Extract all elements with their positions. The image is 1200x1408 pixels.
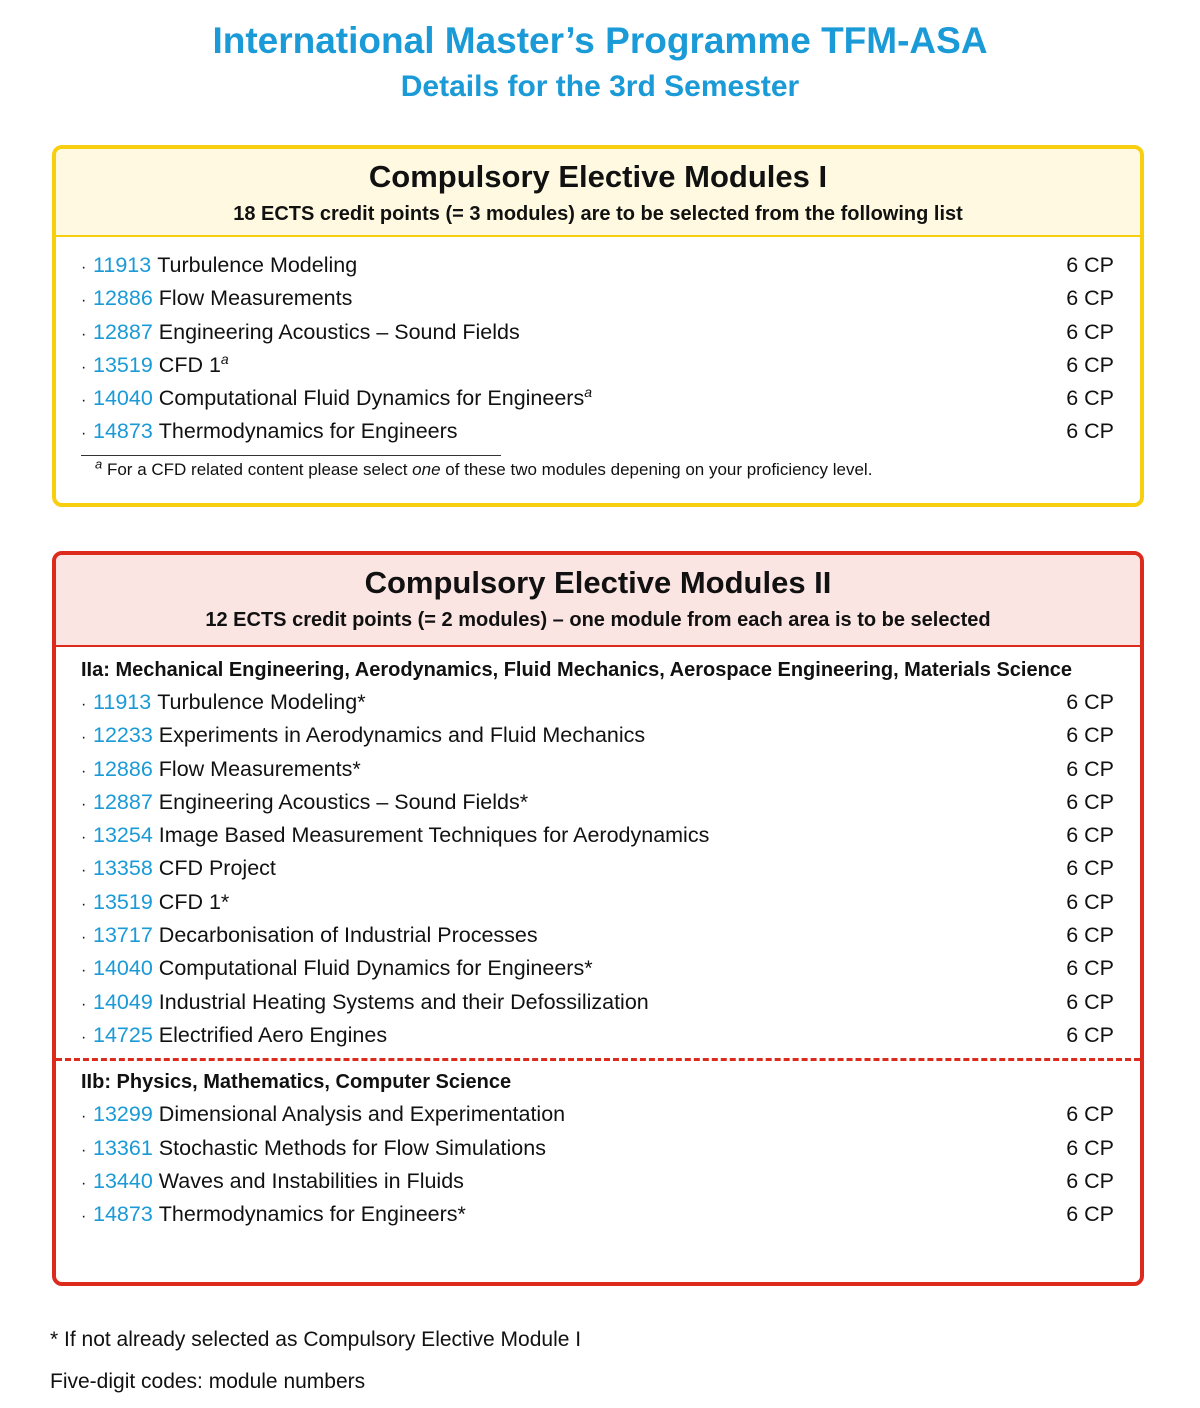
footnote-emphasis: one: [412, 459, 441, 479]
credit-points: 6 CP: [1066, 690, 1114, 714]
module-name: Electrified Aero Engines: [158, 1022, 388, 1047]
area-title-iib: IIb: Physics, Mathematics, Computer Science: [81, 1071, 512, 1094]
module-name-cell: [159, 919, 1066, 952]
credit-points: 6 CP: [1066, 1102, 1114, 1127]
credit-points: 6 CP: [1066, 989, 1114, 1014]
module-code: 14040: [93, 386, 153, 411]
bullet-icon: ·: [81, 1174, 87, 1192]
module-item: [81, 1198, 1114, 1231]
codes-note: Five-digit codes: module numbers: [50, 1370, 366, 1393]
module-name-cell: [159, 1098, 1066, 1131]
module-name: Industrial Heating Systems and their Defossilization: [158, 989, 649, 1014]
module-code: 13717: [93, 923, 153, 948]
module-code: 12886: [93, 756, 153, 781]
module-name-cell: [159, 282, 1066, 315]
module-item: [81, 1098, 1114, 1131]
module-name-cell: [159, 415, 1066, 448]
module-name-cell: [159, 1165, 1066, 1198]
bullet-icon: ·: [81, 1108, 87, 1126]
bullet-icon: ·: [81, 292, 87, 310]
module-name-cell: [159, 1132, 1066, 1165]
bullet-icon: ·: [81, 729, 87, 747]
module-code: 11913: [93, 690, 152, 714]
module-name-cell: [159, 349, 1066, 382]
module-code: 12887: [93, 789, 153, 814]
module-item: [81, 249, 1114, 282]
module-code: 13519: [93, 352, 153, 377]
credit-points: 6 CP: [1066, 956, 1114, 981]
footnote-marker: a: [220, 350, 229, 367]
module-code: 14725: [93, 1022, 153, 1047]
module-item: [81, 349, 1114, 382]
credit-points: 6 CP: [1066, 823, 1114, 848]
module-code: 13519: [93, 889, 153, 914]
bullet-icon: ·: [81, 696, 87, 713]
module-name: CFD 1: [158, 352, 221, 377]
module-name-cell: [159, 952, 1066, 985]
module-list-iia: [81, 686, 1114, 1052]
module-name-cell: [159, 1019, 1066, 1052]
module-name-cell: [159, 852, 1066, 885]
module-name-cell: [159, 786, 1066, 819]
module-name: Engineering Acoustics – Sound Fields: [158, 319, 520, 344]
bullet-icon: ·: [81, 325, 87, 343]
module-item: [81, 753, 1114, 786]
module-name: Thermodynamics for Engineers*: [158, 1202, 466, 1227]
module-item: [81, 919, 1114, 952]
bullet-icon: ·: [81, 762, 87, 780]
module-item: [81, 1165, 1114, 1198]
module-name: Decarbonisation of Industrial Processes: [158, 923, 538, 948]
section-title: Compulsory Elective Modules II: [364, 565, 832, 600]
footnote-text-before: For a CFD related content please select: [106, 459, 413, 479]
section-subtitle: 12 ECTS credit points (= 2 modules) – one module from each area is to be selected: [205, 609, 991, 631]
module-name: CFD Project: [158, 856, 276, 881]
bullet-icon: ·: [81, 1028, 87, 1046]
module-item: [81, 719, 1114, 752]
bullet-icon: ·: [81, 829, 87, 847]
module-name-cell: [159, 753, 1066, 786]
module-list: [56, 237, 1140, 480]
module-item: [81, 1019, 1114, 1052]
bullet-icon: ·: [81, 358, 87, 376]
module-name: Waves and Instabilities in Fluids: [158, 1168, 464, 1193]
credit-points: 6 CP: [1066, 723, 1114, 748]
module-code: 14873: [93, 1202, 153, 1227]
bullet-icon: ·: [81, 392, 87, 410]
module-item: [81, 415, 1114, 448]
module-name-cell: [157, 249, 1066, 282]
module-name-cell: [159, 719, 1066, 752]
module-code: 14040: [93, 956, 153, 981]
credit-points: 6 CP: [1066, 923, 1114, 948]
compulsory-elective-modules-2-box: [52, 551, 1144, 1286]
credit-points: 6 CP: [1066, 789, 1114, 814]
module-areas: [56, 647, 1140, 1231]
module-item: [81, 382, 1114, 415]
credit-points: 6 CP: [1066, 856, 1114, 881]
module-name: Image Based Measurement Techniques for Aerodynamics: [158, 823, 710, 848]
module-name-cell: [159, 1198, 1066, 1231]
credit-points: 6 CP: [1066, 1168, 1114, 1193]
footnote: [81, 456, 1114, 480]
module-name: Computational Fluid Dynamics for Engineers*: [158, 956, 593, 981]
module-item: [81, 986, 1114, 1019]
module-item: [81, 886, 1114, 919]
credit-points: 6 CP: [1066, 319, 1114, 344]
bullet-icon: ·: [81, 962, 87, 980]
credit-points: 6 CP: [1066, 889, 1114, 914]
credit-points: 6 CP: [1066, 386, 1114, 411]
section-title: Compulsory Elective Modules I: [368, 159, 828, 194]
module-name: Computational Fluid Dynamics for Engineers: [158, 386, 585, 411]
page-title: International Master’s Programme TFM-ASA: [212, 20, 988, 61]
module-name: Flow Measurements*: [158, 756, 361, 781]
footnote-marker: a: [584, 384, 593, 401]
bullet-icon: ·: [81, 259, 87, 276]
module-item: [81, 819, 1114, 852]
dashed-divider: [56, 1058, 1140, 1061]
module-code: 12886: [93, 286, 153, 311]
bullet-icon: ·: [81, 1141, 87, 1159]
box-header: [56, 555, 1140, 647]
footnote-marker: a: [95, 456, 103, 472]
credit-points: 6 CP: [1066, 1202, 1114, 1227]
module-item: [81, 952, 1114, 985]
module-list-iib: [81, 1098, 1114, 1231]
module-item: [81, 686, 1114, 719]
footnote-rule: [81, 455, 501, 456]
module-name-cell: [159, 316, 1066, 349]
module-code: 13254: [93, 823, 153, 848]
footnote-text-after: of these two modules depening on your proficiency level.: [440, 459, 873, 479]
bullet-icon: ·: [81, 862, 87, 880]
module-name-cell: [159, 819, 1066, 852]
section-subtitle: 18 ECTS credit points (= 3 modules) are to be selected from the following list: [233, 203, 963, 225]
module-name-cell: [157, 686, 1066, 719]
module-name: Stochastic Methods for Flow Simulations: [158, 1135, 546, 1160]
page-subtitle: Details for the 3rd Semester: [400, 70, 800, 103]
module-code: 13358: [93, 856, 153, 881]
credit-points: 6 CP: [1066, 1135, 1114, 1160]
credit-points: 6 CP: [1066, 419, 1114, 444]
module-name: Dimensional Analysis and Experimentation: [158, 1102, 566, 1127]
module-item: [81, 316, 1114, 349]
credit-points: 6 CP: [1066, 756, 1114, 781]
module-item: [81, 852, 1114, 885]
module-name: Turbulence Modeling*: [157, 690, 366, 714]
module-name: Thermodynamics for Engineers: [158, 419, 458, 444]
bullet-icon: ·: [81, 895, 87, 913]
module-name: Experiments in Aerodynamics and Fluid Mechanics: [158, 723, 646, 748]
module-code: 14873: [93, 419, 153, 444]
bullet-icon: ·: [81, 425, 87, 443]
module-code: 13361: [93, 1135, 153, 1160]
credit-points: 6 CP: [1066, 253, 1114, 277]
box-header: [56, 149, 1140, 237]
bullet-icon: ·: [81, 995, 87, 1013]
module-code: 12887: [93, 319, 153, 344]
module-item: [81, 786, 1114, 819]
module-name-cell: [159, 986, 1066, 1019]
module-code: 11913: [93, 253, 152, 277]
bullet-icon: ·: [81, 1208, 87, 1226]
area-title-iia: IIa: Mechanical Engineering, Aerodynamics, Fluid Mechanics, Aerospace Engineering, Materials Science: [81, 659, 1073, 681]
module-name: Flow Measurements: [158, 286, 353, 311]
module-item: [81, 1132, 1114, 1165]
module-code: 13440: [93, 1168, 153, 1193]
credit-points: 6 CP: [1066, 1022, 1114, 1047]
module-code: 13299: [93, 1102, 153, 1127]
credit-points: 6 CP: [1066, 352, 1114, 377]
asterisk-note: * If not already selected as Compulsory Elective Module I: [50, 1328, 582, 1351]
module-name-cell: [159, 382, 1066, 415]
module-name: Engineering Acoustics – Sound Fields*: [158, 789, 529, 814]
bullet-icon: ·: [81, 929, 87, 947]
module-code: 14049: [93, 989, 153, 1014]
module-name-cell: [159, 886, 1066, 919]
compulsory-elective-modules-1-box: [52, 145, 1144, 507]
bullet-icon: ·: [81, 795, 87, 813]
module-name: CFD 1*: [158, 889, 230, 914]
credit-points: 6 CP: [1066, 286, 1114, 311]
module-name: Turbulence Modeling: [157, 253, 358, 277]
module-code: 12233: [93, 723, 153, 748]
module-item: [81, 282, 1114, 315]
